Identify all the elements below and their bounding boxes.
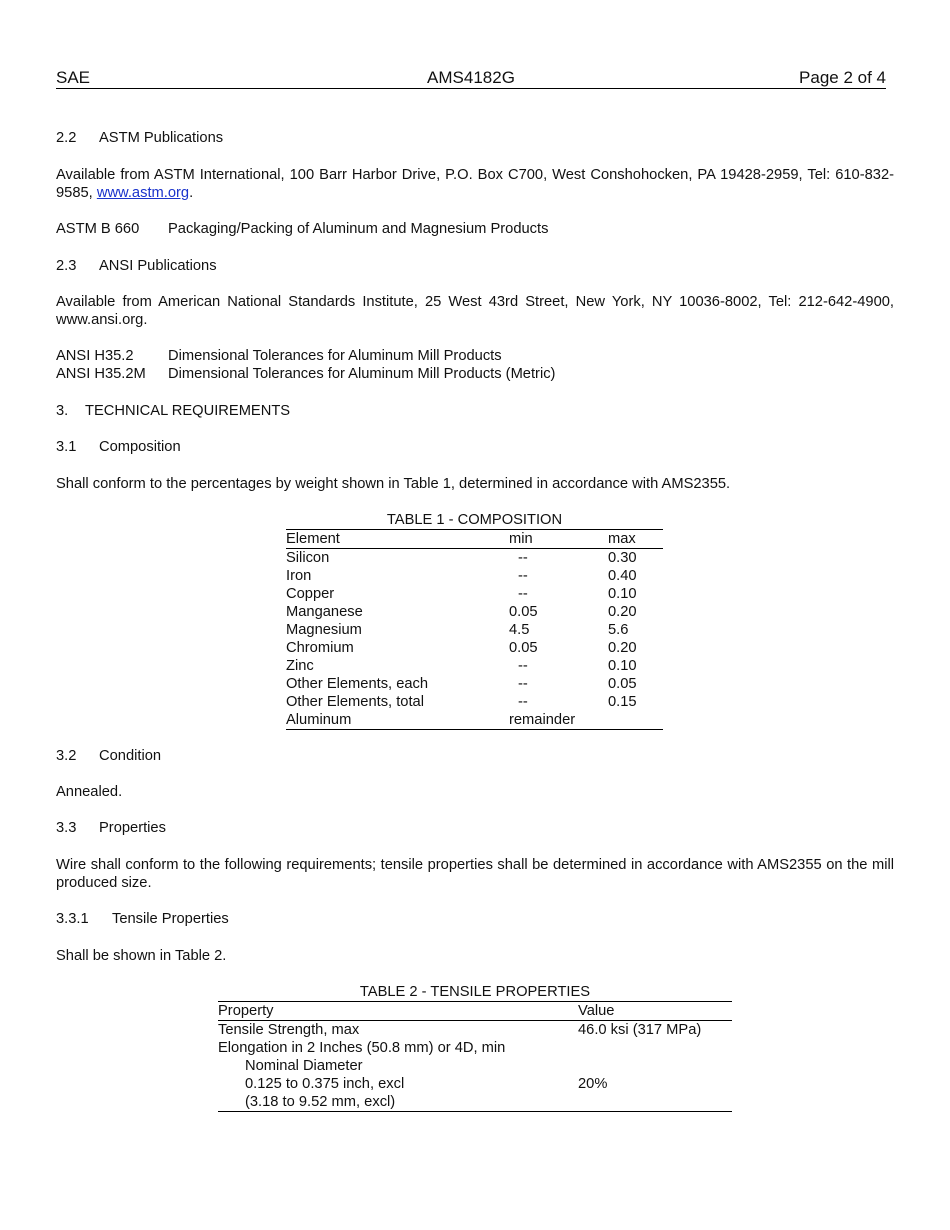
section-3-3-1-text: Shall be shown in Table 2. — [56, 948, 227, 964]
header-org: SAE — [56, 68, 91, 87]
reference-ansi-h35-2m: ANSI H35.2M Dimensional Tolerances for Aluminum Mill Products (Metric) — [56, 366, 556, 382]
table-row: Copper -- 0.10 — [286, 586, 637, 602]
table-row: Aluminum remainder — [286, 712, 576, 728]
table-row: Manganese 0.05 0.20 — [286, 604, 637, 620]
section-2-3-text: Available from American National Standards Institute, 25 West 43rd Street, New York, NY 10036-8002, Tel: 212-642-4900, www.ansi.org. — [56, 294, 894, 328]
table-row: Other Elements, total -- 0.15 — [286, 694, 637, 710]
section-3-3-text: Wire shall conform to the following requirements; tensile properties shall be determined in accordance with AMS2355 on the mill produced size. — [56, 857, 894, 891]
table-row: Nominal Diameter — [245, 1058, 363, 1074]
section-3-1-text: Shall conform to the percentages by weight shown in Table 1, determined in accordance with AMS2355. — [56, 476, 731, 492]
table-row: Other Elements, each -- 0.05 — [286, 676, 637, 692]
table-row: Iron -- 0.40 — [286, 568, 637, 584]
table-header-row: Element min max — [286, 530, 663, 549]
section-3-2-text: Annealed. — [56, 784, 123, 800]
section-2-2-heading: 2.2 ASTM Publications — [56, 130, 224, 146]
table-header-row: Property Value — [218, 1002, 732, 1021]
table-row: Zinc -- 0.10 — [286, 658, 637, 674]
header-doc-number: AMS4182G — [427, 68, 515, 87]
table-2-tensile-properties — [218, 1001, 732, 1112]
table-row: (3.18 to 9.52 mm, excl) — [245, 1094, 396, 1110]
header-page-number: Page 2 of 4 — [799, 68, 886, 87]
table-row: Chromium 0.05 0.20 — [286, 640, 637, 656]
section-3-3-1-heading: 3.3.1 Tensile Properties — [56, 911, 229, 927]
reference-astm-b660: ASTM B 660 Packaging/Packing of Aluminum and Magnesium Products — [56, 221, 549, 237]
section-3-1-heading: 3.1 Composition — [56, 439, 181, 455]
table-2-caption: TABLE 2 - TENSILE PROPERTIES — [359, 984, 591, 1000]
section-2-2-text: Available from ASTM International, 100 Barr Harbor Drive, P.O. Box C700, West Conshohocken, PA 19428-2959, Tel: 610-832-9585, www.astm.org. — [56, 167, 894, 201]
section-3-heading: 3. TECHNICAL REQUIREMENTS — [56, 403, 291, 419]
table-row: Elongation in 2 Inches (50.8 mm) or 4D, min — [218, 1040, 506, 1056]
table-row: 0.125 to 0.375 inch, excl 20% — [245, 1076, 608, 1092]
table-1-composition — [286, 529, 663, 730]
reference-ansi-h35-2: ANSI H35.2 Dimensional Tolerances for Aluminum Mill Products — [56, 348, 502, 364]
section-3-2-heading: 3.2 Condition — [56, 748, 162, 764]
table-row: Silicon -- 0.30 — [286, 550, 637, 566]
section-3-3-heading: 3.3 Properties — [56, 820, 166, 836]
table-1-caption: TABLE 1 - COMPOSITION — [386, 512, 563, 528]
page-header — [56, 68, 886, 89]
section-2-3-heading: 2.3 ANSI Publications — [56, 258, 217, 274]
table-row: Tensile Strength, max 46.0 ksi (317 MPa) — [218, 1022, 702, 1038]
astm-link[interactable]: www.astm.org — [96, 185, 190, 201]
table-row: Magnesium 4.5 5.6 — [286, 622, 629, 638]
